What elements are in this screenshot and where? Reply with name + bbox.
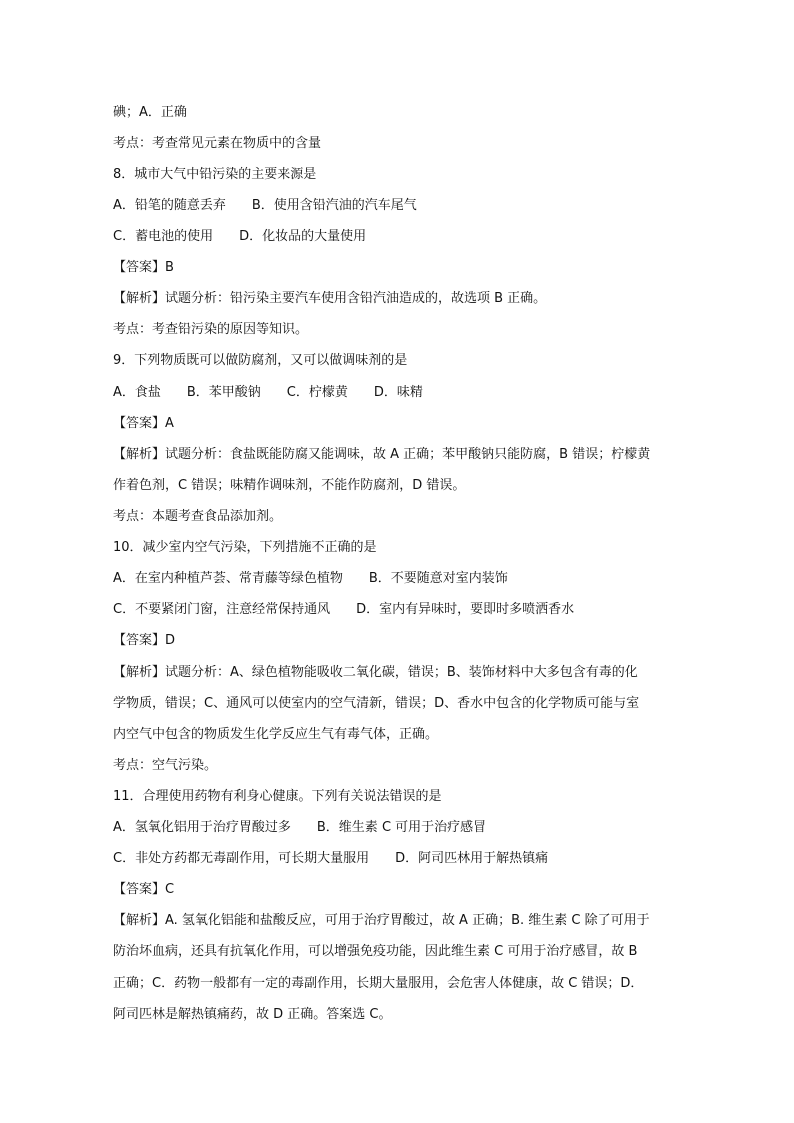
options-line: C．蓄电池的使用 D．化妆品的大量使用 (113, 229, 367, 244)
text-line: 考点：考查铅污染的原因等知识。 (113, 322, 309, 337)
analysis-line: 【解析】试题分析：铅污染主要汽车使用含铅汽油造成的，故选项 B 正确。 (113, 291, 547, 306)
question-9: 9．下列物质既可以做防腐剂，又可以做调味剂的是 (113, 353, 408, 368)
text-line: 考点：空气污染。 (113, 758, 218, 773)
options-line: A．铅笔的随意丢弃 B．使用含铅汽油的汽车尾气 (113, 198, 417, 213)
answer-line: 【答案】A (113, 416, 174, 431)
answer-line: 【答案】D (113, 633, 176, 648)
question-8: 8．城市大气中铅污染的主要来源是 (113, 167, 317, 182)
answer-line: 【答案】C (113, 882, 175, 897)
options-line: C．非处方药都无毒副作用，可长期大量服用 D．阿司匹林用于解热镇痛 (113, 851, 549, 866)
answer-line: 【答案】B (113, 260, 174, 275)
analysis-line: 【解析】A. 氢氧化铝能和盐酸反应，可用于治疗胃酸过，故 A 正确；B. 维生素 C 除了可用于 (113, 913, 650, 928)
options-line: A．在室内种植芦荟、常青藤等绿色植物 B．不要随意对室内装饰 (113, 571, 508, 586)
text-line: 碘；A．正确 (113, 105, 187, 120)
question-11: 11．合理使用药物有利身心健康。下列有关说法错误的是 (113, 789, 442, 804)
analysis-line: 学物质，错误；C、通风可以使室内的空气清新，错误；D、香水中包含的化学物质可能与室 (113, 696, 640, 711)
analysis-line: 【解析】试题分析：A、绿色植物能吸收二氧化碳，错误；B、装饰材料中大多包含有毒的化 (113, 665, 638, 680)
question-10: 10．减少室内空气污染，下列措施不正确的是 (113, 540, 377, 555)
analysis-line: 防治坏血病，还具有抗氧化作用，可以增强免疫功能，因此维生素 C 可用于治疗感冒，故 B (113, 944, 638, 959)
options-line: C．不要紧闭门窗，注意经常保持通风 D．室内有异味时，要即时多喷洒香水 (113, 602, 575, 617)
analysis-line: 【解析】试题分析：食盐既能防腐又能调味，故 A 正确；苯甲酸钠只能防腐，B 错误；柠檬黄 (113, 447, 651, 462)
text-line: 考点：考查常见元素在物质中的含量 (113, 136, 322, 151)
options-line: A．食盐 B．苯甲酸钠 C．柠檬黄 D．味精 (113, 385, 423, 400)
analysis-line: 内空气中包含的物质发生化学反应生气有毒气体，正确。 (113, 727, 439, 742)
analysis-line: 正确；C．药物一般都有一定的毒副作用，长期大量服用，会危害人体健康，故 C 错误；D． (113, 976, 644, 991)
analysis-line: 作着色剂，C 错误；味精作调味剂，不能作防腐剂，D 错误。 (113, 478, 466, 493)
text-line: 考点：本题考查食品添加剂。 (113, 509, 283, 524)
analysis-line: 阿司匹林是解热镇痛药，故 D 正确。答案选 C。 (113, 1007, 392, 1022)
options-line: A．氢氧化铝用于治疗胃酸过多 B．维生素 C 可用于治疗感冒 (113, 820, 487, 835)
